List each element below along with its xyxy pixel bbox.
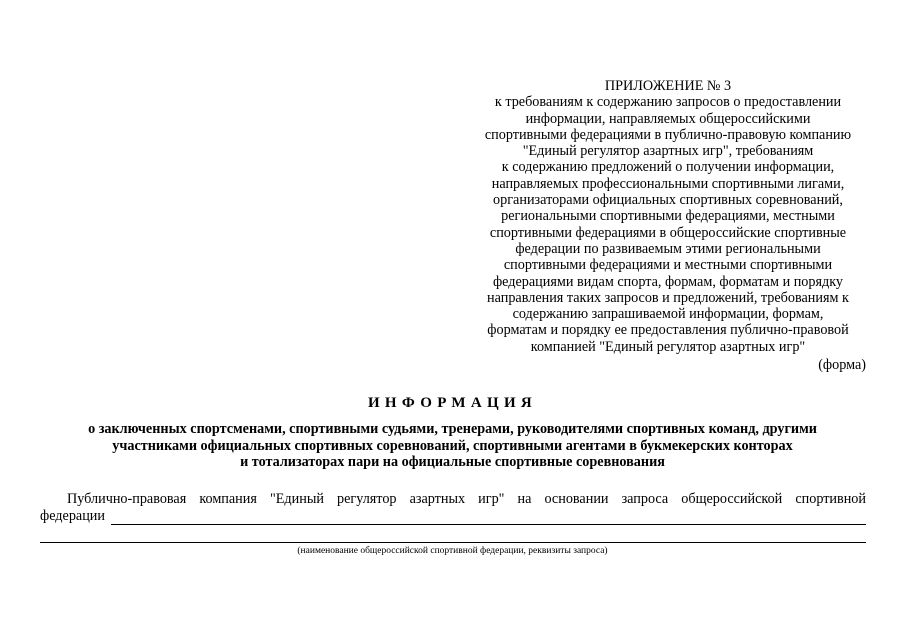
subtitle-line: о заключенных спортсменами, спортивными судьями, тренерами, руководителями спортивных команд, другими (88, 421, 817, 437)
appendix-text-line: форматам и порядку ее предоставления публично-правовой (487, 322, 849, 339)
body-line-1: Публично-правовая компания "Единый регулятор азартных игр" на основании запроса общероссийской спортивной (67, 491, 866, 507)
federation-fill-line[interactable] (111, 511, 866, 525)
appendix-number: ПРИЛОЖЕНИЕ № 3 (604, 78, 732, 94)
appendix-text-line: федерациями видам спорта, формам, форматам и порядку (492, 273, 844, 290)
appendix-text-line: к содержанию предложений о получении информации, (501, 159, 835, 176)
appendix-text-line: спортивными федерациями в публично-правовую компанию (484, 126, 852, 143)
appendix-text-line: компанией "Единый регулятор азартных игр" (530, 338, 806, 355)
appendix-text-line: информации, направляемых общероссийскими (525, 110, 811, 127)
appendix-text-line: спортивными федерациями в общероссийские спортивные (489, 224, 847, 241)
requisites-fill-line[interactable] (40, 542, 866, 543)
appendix-text-line: организаторами официальных спортивных соревнований, (493, 192, 843, 209)
federation-label: федерации (40, 508, 105, 524)
document-subtitle (40, 421, 865, 471)
appendix-text-line: содержанию запрашиваемой информации, формам, (512, 306, 824, 323)
subtitle-line: и тотализаторах пари на официальные спортивные соревнования (240, 454, 665, 470)
appendix-header (460, 78, 876, 355)
appendix-text-line: региональными спортивными федерациями, местными (501, 208, 835, 225)
body-line-2 (40, 508, 866, 525)
form-label: (форма) (818, 357, 866, 373)
appendix-text-line: к требованиям к содержанию запросов о предоставлении (494, 94, 842, 111)
appendix-text-line: направления таких запросов и предложений, требованиям к (487, 289, 849, 306)
subtitle-line: участниками официальных спортивных соревнований, спортивными агентами в букмекерских конторах (112, 437, 793, 454)
document-title: ИНФОРМАЦИЯ (367, 395, 538, 411)
appendix-text-line: федерации по развиваемым этими региональными (515, 240, 821, 257)
requisites-caption: (наименование общероссийской спортивной федерации, реквизиты запроса) (297, 546, 608, 556)
body-paragraph (40, 491, 866, 525)
appendix-text-line: направляемых профессиональными спортивными лигами, (491, 175, 845, 192)
appendix-text-line: "Единый регулятор азартных игр", требованиям (522, 143, 814, 160)
appendix-text-line: спортивными федерациями и местными спортивными (503, 257, 833, 274)
